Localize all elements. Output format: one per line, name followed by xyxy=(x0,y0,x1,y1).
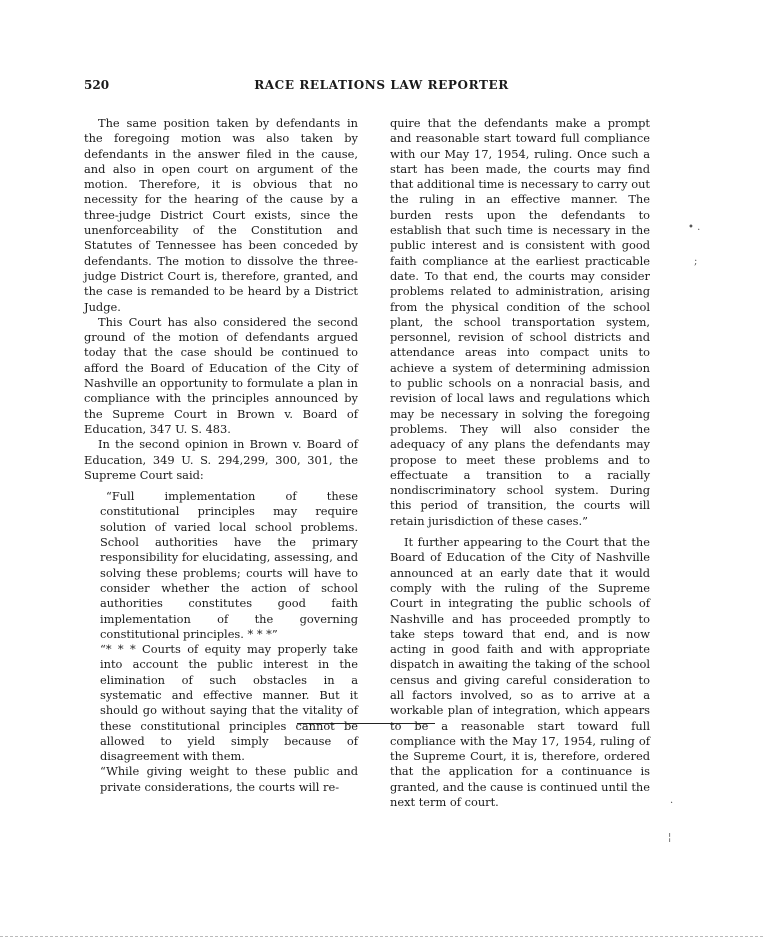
scan-speck: ; xyxy=(694,256,698,267)
running-head: RACE RELATIONS LAW REPORTER xyxy=(254,78,509,92)
quote-paragraph-weight: “While giving weight to these public and private considerations, the courts will re- xyxy=(100,764,358,794)
supreme-court-quote xyxy=(100,489,358,795)
paragraph-second-ground: This Court has also considered the second ground of the motion of defendants argued today that the case should be continued to afford the Board of Education of the City of Nashville an opportunity to formulate a plan in compliance with the principles announced by the Supreme Court in Brown v. Board of Education, 347 U. S. 483. xyxy=(84,314,358,436)
right-column xyxy=(390,116,650,810)
quote-continuation: quire that the defendants make a prompt and reasonable start toward full compliance with our May 17, 1954, ruling. Once such a start has been made, the courts may find that additional time is necessary to carry out the ruling in an effective manner. The burden rests upon the defendants to establish that such time is necessary in the public interest and is consistent with good faith compliance at the earliest practicable date. To that end, the courts may consider problems related to administration, arising from the physical condition of the school plant, the school transportation system, personnel, revision of school districts and attendance areas into compact units to achieve a system of determining admission to public schools on a nonracial basis, and revision of local laws and regulations which may be necessary in solving the foregoing problems. They will also consider the adequacy of any plans the defendants may propose to meet these problems and to effectuate a transition to a racially nondiscriminatory school system. During this period of transition, the courts will retain jurisdiction of these cases.” xyxy=(390,116,651,528)
left-column xyxy=(84,116,358,795)
scan-speck: • . xyxy=(688,222,701,233)
end-of-opinion-rule xyxy=(297,723,435,724)
scan-edge-line xyxy=(0,936,763,937)
page-number: 520 xyxy=(84,78,110,92)
scan-speck: · xyxy=(670,798,674,809)
scan-speck: ¦ xyxy=(668,832,672,843)
paragraph-order: It further appearing to the Court that the Board of Education of the City of Nashville announced at an early date that it would comply with the ruling of the Supreme Court in integrating the public schools of Nashville and has proceeded promptly to take steps toward that end, and is now acting in good faith and with appropriate dispatch in awaiting the taking of the school census and giving careful consideration to all factors involved, so as to arrive at a workable plan of integration, which appears to be a reasonable start toward full compliance with the May 17, 1954, ruling of the Supreme Court, it is, therefore, ordered that the application for a continuance is granted, and the cause is continued until the next term of court. xyxy=(390,535,650,810)
paragraph-brown-citation: In the second opinion in Brown v. Board of Education, 349 U. S. 294,299, 300, 301, the Supreme Court said: xyxy=(84,437,358,482)
paragraph-motion-dissolve: The same position taken by defendants in the foregoing motion was also taken by defendants in the answer filed in the cause, and also in open court on argument of the motion. Therefore, it is obvious that no necessity for the hearing of the cause by a three-judge District Court exists, since the unenforceability of the Constitution and Statutes of Tennessee has been conceded by defendants. The motion to dissolve the three-judge District Court is, therefore, granted, and the case is remanded to be heard by a District Judge. xyxy=(84,116,358,314)
quote-paragraph-implementation: “Full implementation of these constitutional principles may require solution of varied local school problems. School authorities have the primary responsibility for elucidating, assessing, and solving these problems; courts will have to consider whether the action of school authorities constitutes good faith implementation of the governing constitutional principles. * * *” xyxy=(100,489,358,641)
quote-paragraph-equity: “* * * Courts of equity may properly take into account the public interest in the elimination of such obstacles in a systematic and effective manner. But it should go without saying that the vitality of these constitutional principles cannot be allowed to yield simply because of disagreement with them. xyxy=(100,642,358,764)
